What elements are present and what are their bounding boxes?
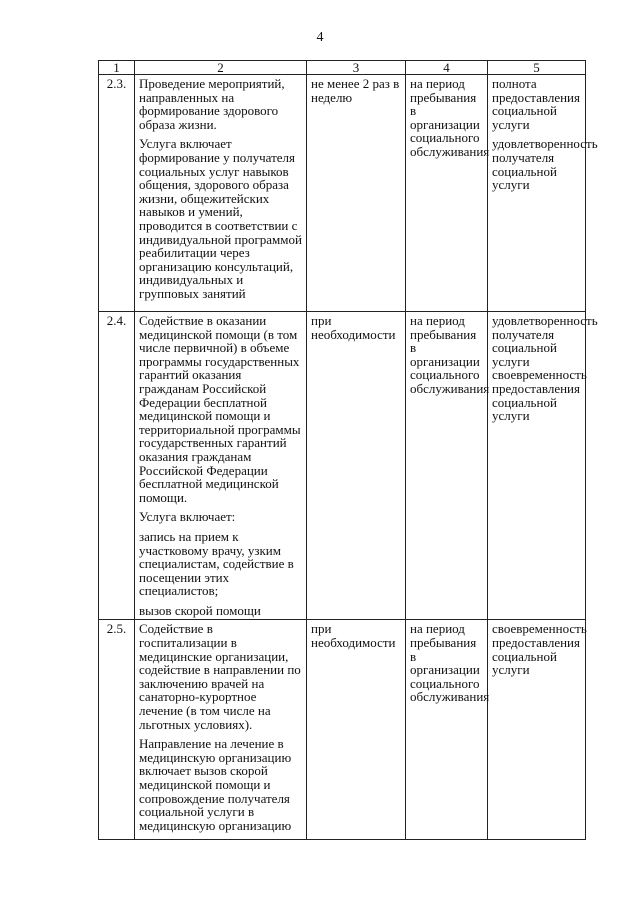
description-paragraph: Содействие в госпитализации в медицинские организации, содействие в направлении по заключению врачей на санаторно-курортное лечение (в том числе на льготных условиях). (139, 621, 301, 732)
row-number: 2.4. (99, 312, 135, 620)
service-period: на период пребывания в организации социального обслуживания (406, 620, 488, 840)
header-row (99, 61, 586, 75)
description-paragraph: запись на прием к участковому врачу, узким специалистам, содействие в посещении этих специалистов; (139, 528, 294, 599)
description-paragraph: Направление на лечение в медицинскую организацию включает вызов скорой медицинской помощи и сопровождение получателя социальной услуги в медицинскую организацию (139, 736, 292, 833)
description-paragraph: Услуга включает формирование у получателя социальных услуг навыков общения, здорового образа жизни, общежитейских навыков и умений, проводится в соответствии с индивидуальной программой реабилитации через организацию консультаций, индивидуальных и групповых занятий (139, 136, 302, 301)
table-row (99, 620, 586, 840)
service-quality (488, 620, 586, 840)
quality-paragraph: своевременность предоставления социальной услуги (492, 621, 587, 678)
page-number: 4 (316, 30, 324, 45)
description-paragraph: Проведение мероприятий, направленных на формирование здорового образа жизни. (139, 76, 285, 132)
quality-paragraph: полнота предоставления социальной услуги (492, 76, 580, 132)
service-period: на период пребывания в организации социального обслуживания (406, 312, 488, 620)
table-row (99, 312, 586, 620)
service-description (135, 620, 307, 840)
service-description (135, 75, 307, 312)
description-paragraph: Услуга включает: (139, 509, 236, 525)
service-frequency: при необходимости (307, 620, 406, 840)
table-row (99, 75, 586, 312)
column-header-5: 5 (488, 61, 586, 75)
quality-paragraph: удовлетворенность получателя социальной услуги своевременность предоставления социальной услуги (492, 313, 598, 424)
row-number: 2.5. (99, 620, 135, 840)
quality-paragraph: удовлетворенность получателя социальной услуги (492, 136, 598, 193)
description-paragraph: Содействие в оказании медицинской помощи (в том числе первичной) в объеме программы государственных гарантий оказания гражданам Российской Федерации бесплатной медицинской помощи и территориальной программы государственных гарантий оказания гражданам Российской Федерации бесплатной медицинской помощи. (139, 313, 301, 505)
row-number: 2.3. (99, 75, 135, 312)
column-header-2: 2 (135, 61, 307, 75)
description-paragraph: вызов скорой помощи (139, 602, 261, 618)
service-quality (488, 75, 598, 312)
column-header-3: 3 (307, 61, 406, 75)
service-frequency: при необходимости (307, 312, 406, 620)
column-header-4: 4 (406, 61, 488, 75)
services-table (98, 60, 598, 840)
service-period: на период пребывания в организации социального обслуживания (406, 75, 488, 312)
service-frequency: не менее 2 раз в неделю (307, 75, 406, 312)
column-header-1: 1 (99, 61, 135, 75)
service-description (135, 312, 307, 620)
service-quality (488, 312, 598, 620)
